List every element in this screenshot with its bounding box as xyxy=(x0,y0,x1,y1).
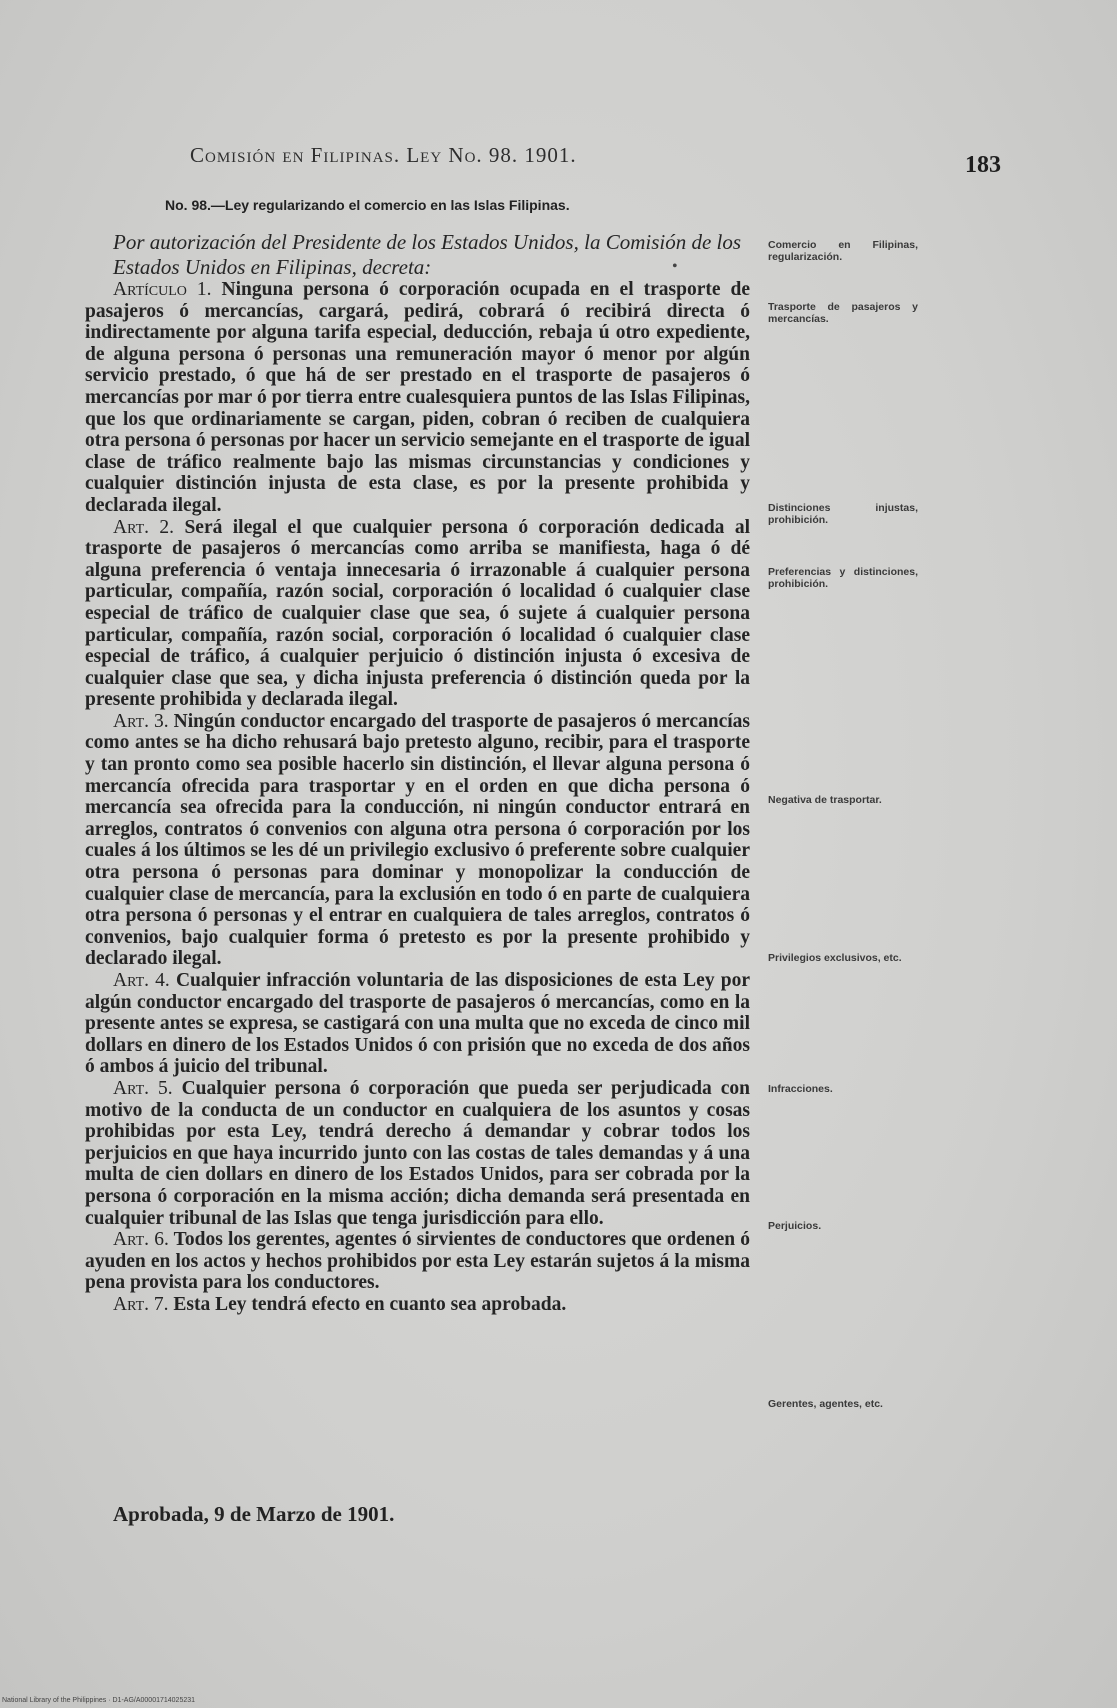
article-label: Art. 3. xyxy=(113,710,169,732)
article-6 xyxy=(85,1229,750,1294)
law-body xyxy=(85,279,750,1316)
margin-note-preferences: Preferencias y distinciones, prohibición. xyxy=(768,566,918,590)
article-text: Todos los gerentes, agentes ó sirvientes de conductores que ordenen ó ayuden en los actos y hechos prohibidos por esta Ley estarán sujetos á la misma pena provista para los conductores. xyxy=(85,1229,751,1294)
article-label: Art. 5. xyxy=(113,1077,173,1099)
article-text: Será ilegal el que cualquier persona ó corporación dedicada al trasporte de pasajeros ó mercancías como arriba se manifiesta, haga ó dé alguna preferencia ó ventaja innecesaria ó irrazonable á cualquier persona particular, compañía, razón social, corporación ó localidad ó cualquier clase especial de tráfico de cualquier clase que sea, ó sujete á cualquier persona particular, compañía, razón social, corporación ó localidad ó cualquier clase especial de tráfico, á cualquier perjuicio ó distinción injusta ó excesiva de cualquier clase que sea, y dicha injusta preferencia ó distinción queda por la presente prohibida y declarada ilegal. xyxy=(85,516,750,711)
margin-note-managers: Gerentes, agentes, etc. xyxy=(768,1398,883,1410)
article-text: Cualquier persona ó corporación que pueda ser perjudicada con motivo de la conducta de un conductor en cualquiera de los asuntos y cosas prohibidas por esta Ley, tendrá derecho á demandar y cobrar todos los perjuicios en que haya incurrido junto con las costas de tales demandas y á una multa de cien dollars en dinero de los Estados Unidos, para ser cobrada por la persona ó corporación en la misma acción; dicha demanda será presentada en cualquier tribunal de las Islas que tenga jurisdicción para ello. xyxy=(85,1077,750,1229)
enacting-clause: Por autorización del Presidente de los Estados Unidos, la Comisión de los Estados Unidos en Filipinas, decreta: xyxy=(113,230,742,279)
article-7 xyxy=(85,1294,750,1316)
article-5 xyxy=(85,1078,750,1229)
margin-note-refusal: Negativa de trasportar. xyxy=(768,794,882,806)
article-text: Ningún conductor encargado del trasporte de pasajeros ó mercancías como antes se ha dicho rehusará bajo pretesto alguno, recibir, para el trasporte y tan pronto como sea posible hacerlo sin distinción, el llevar alguna persona ó mercancía ofrecida para trasportar y en el orden en que dicha persona ó mercancía sea ofrecida para la conducción, ni ningún conductor entrará en arreglos, contratos ó convenios con alguna otra persona ó corporación por los cuales á los últimos se les dé un privilegio exclusivo ó preferente sobre cualquier otra persona ó personas para dominar y monopolizar la conducción de cualquier clase de mercancía, para la exclusión en todo ó en parte de cualquiera otra persona ó personas y el entrar en cualquiera de tales arreglos, contratos ó convenios, bajo cualquier forma ó pretesto es por la presente prohibido y declarado ilegal. xyxy=(85,710,750,970)
margin-note-transport: Trasporte de pasajeros y mercancías. xyxy=(768,301,918,325)
article-label: Art. 6. xyxy=(113,1229,169,1251)
margin-note-damages: Perjuicios. xyxy=(768,1220,822,1232)
article-label: Art. 2. xyxy=(113,516,175,538)
article-text: Cualquier infracción voluntaria de las disposiciones de esta Ley por algún conductor encargado del trasporte de pasajeros ó mercancías, como en la presente antes se expresa, se castigará con una multa que no exceda de cinco mil dollars en dinero de los Estados Unidos ó con prisión que no exceda de dos años ó ambos á juicio del tribunal. xyxy=(85,970,751,1078)
article-text: Ninguna persona ó corporación ocupada en el trasporte de pasajeros ó mercancías, cargará, pedirá, cobrará ó recibirá directa ó indirectamente por alguna tarifa especial, deducción, rebaja ú otro expediente, de alguna persona ó personas una remuneración mayor ó menor por algún servicio prestado, ó que há de ser prestado en el trasporte de pasajeros ó mercancías por mar ó por tierra entre cualesquiera puntos de las Islas Filipinas, que los que ordinariamente se cargan, piden, cobran ó reciben de cualquiera otra persona ó personas por hacer un servicio semejante en el trasporte de igual clase de tráfico realmente bajo las mismas circunstancias y condiciones y cualquier distinción injusta de esta clase, es por la presente prohibida y declarada ilegal. xyxy=(85,279,751,516)
page-number: 183 xyxy=(965,152,1001,178)
scan-footer: National Library of the Philippines · D1-AG/A00001714025231 xyxy=(2,1697,196,1704)
law-title: No. 98.—Ley regularizando el comercio en las Islas Filipinas. xyxy=(165,197,570,213)
article-label: Art. 7. xyxy=(113,1293,169,1315)
margin-note-unjust-distinctions: Distinciones injustas, prohibición. xyxy=(768,502,918,526)
approval-date: Aprobada, 9 de Marzo de 1901. xyxy=(113,1502,395,1526)
article-label: Art. 4. xyxy=(113,970,170,991)
article-2 xyxy=(85,517,750,711)
margin-note-privileges: Privilegios exclusivos, etc. xyxy=(768,952,902,964)
stray-mark: • xyxy=(672,258,678,275)
article-1 xyxy=(85,279,750,517)
article-label: Artículo 1. xyxy=(113,279,212,300)
article-3 xyxy=(85,711,750,970)
article-4 xyxy=(85,970,750,1078)
article-text: Esta Ley tendrá efecto en cuanto sea aprobada. xyxy=(173,1293,567,1315)
margin-note-infractions: Infracciones. xyxy=(768,1083,833,1095)
running-head: Comisión en Filipinas. Ley No. 98. 1901. xyxy=(190,143,577,167)
margin-note-commerce: Comercio en Filipinas, regularización. xyxy=(768,239,918,263)
